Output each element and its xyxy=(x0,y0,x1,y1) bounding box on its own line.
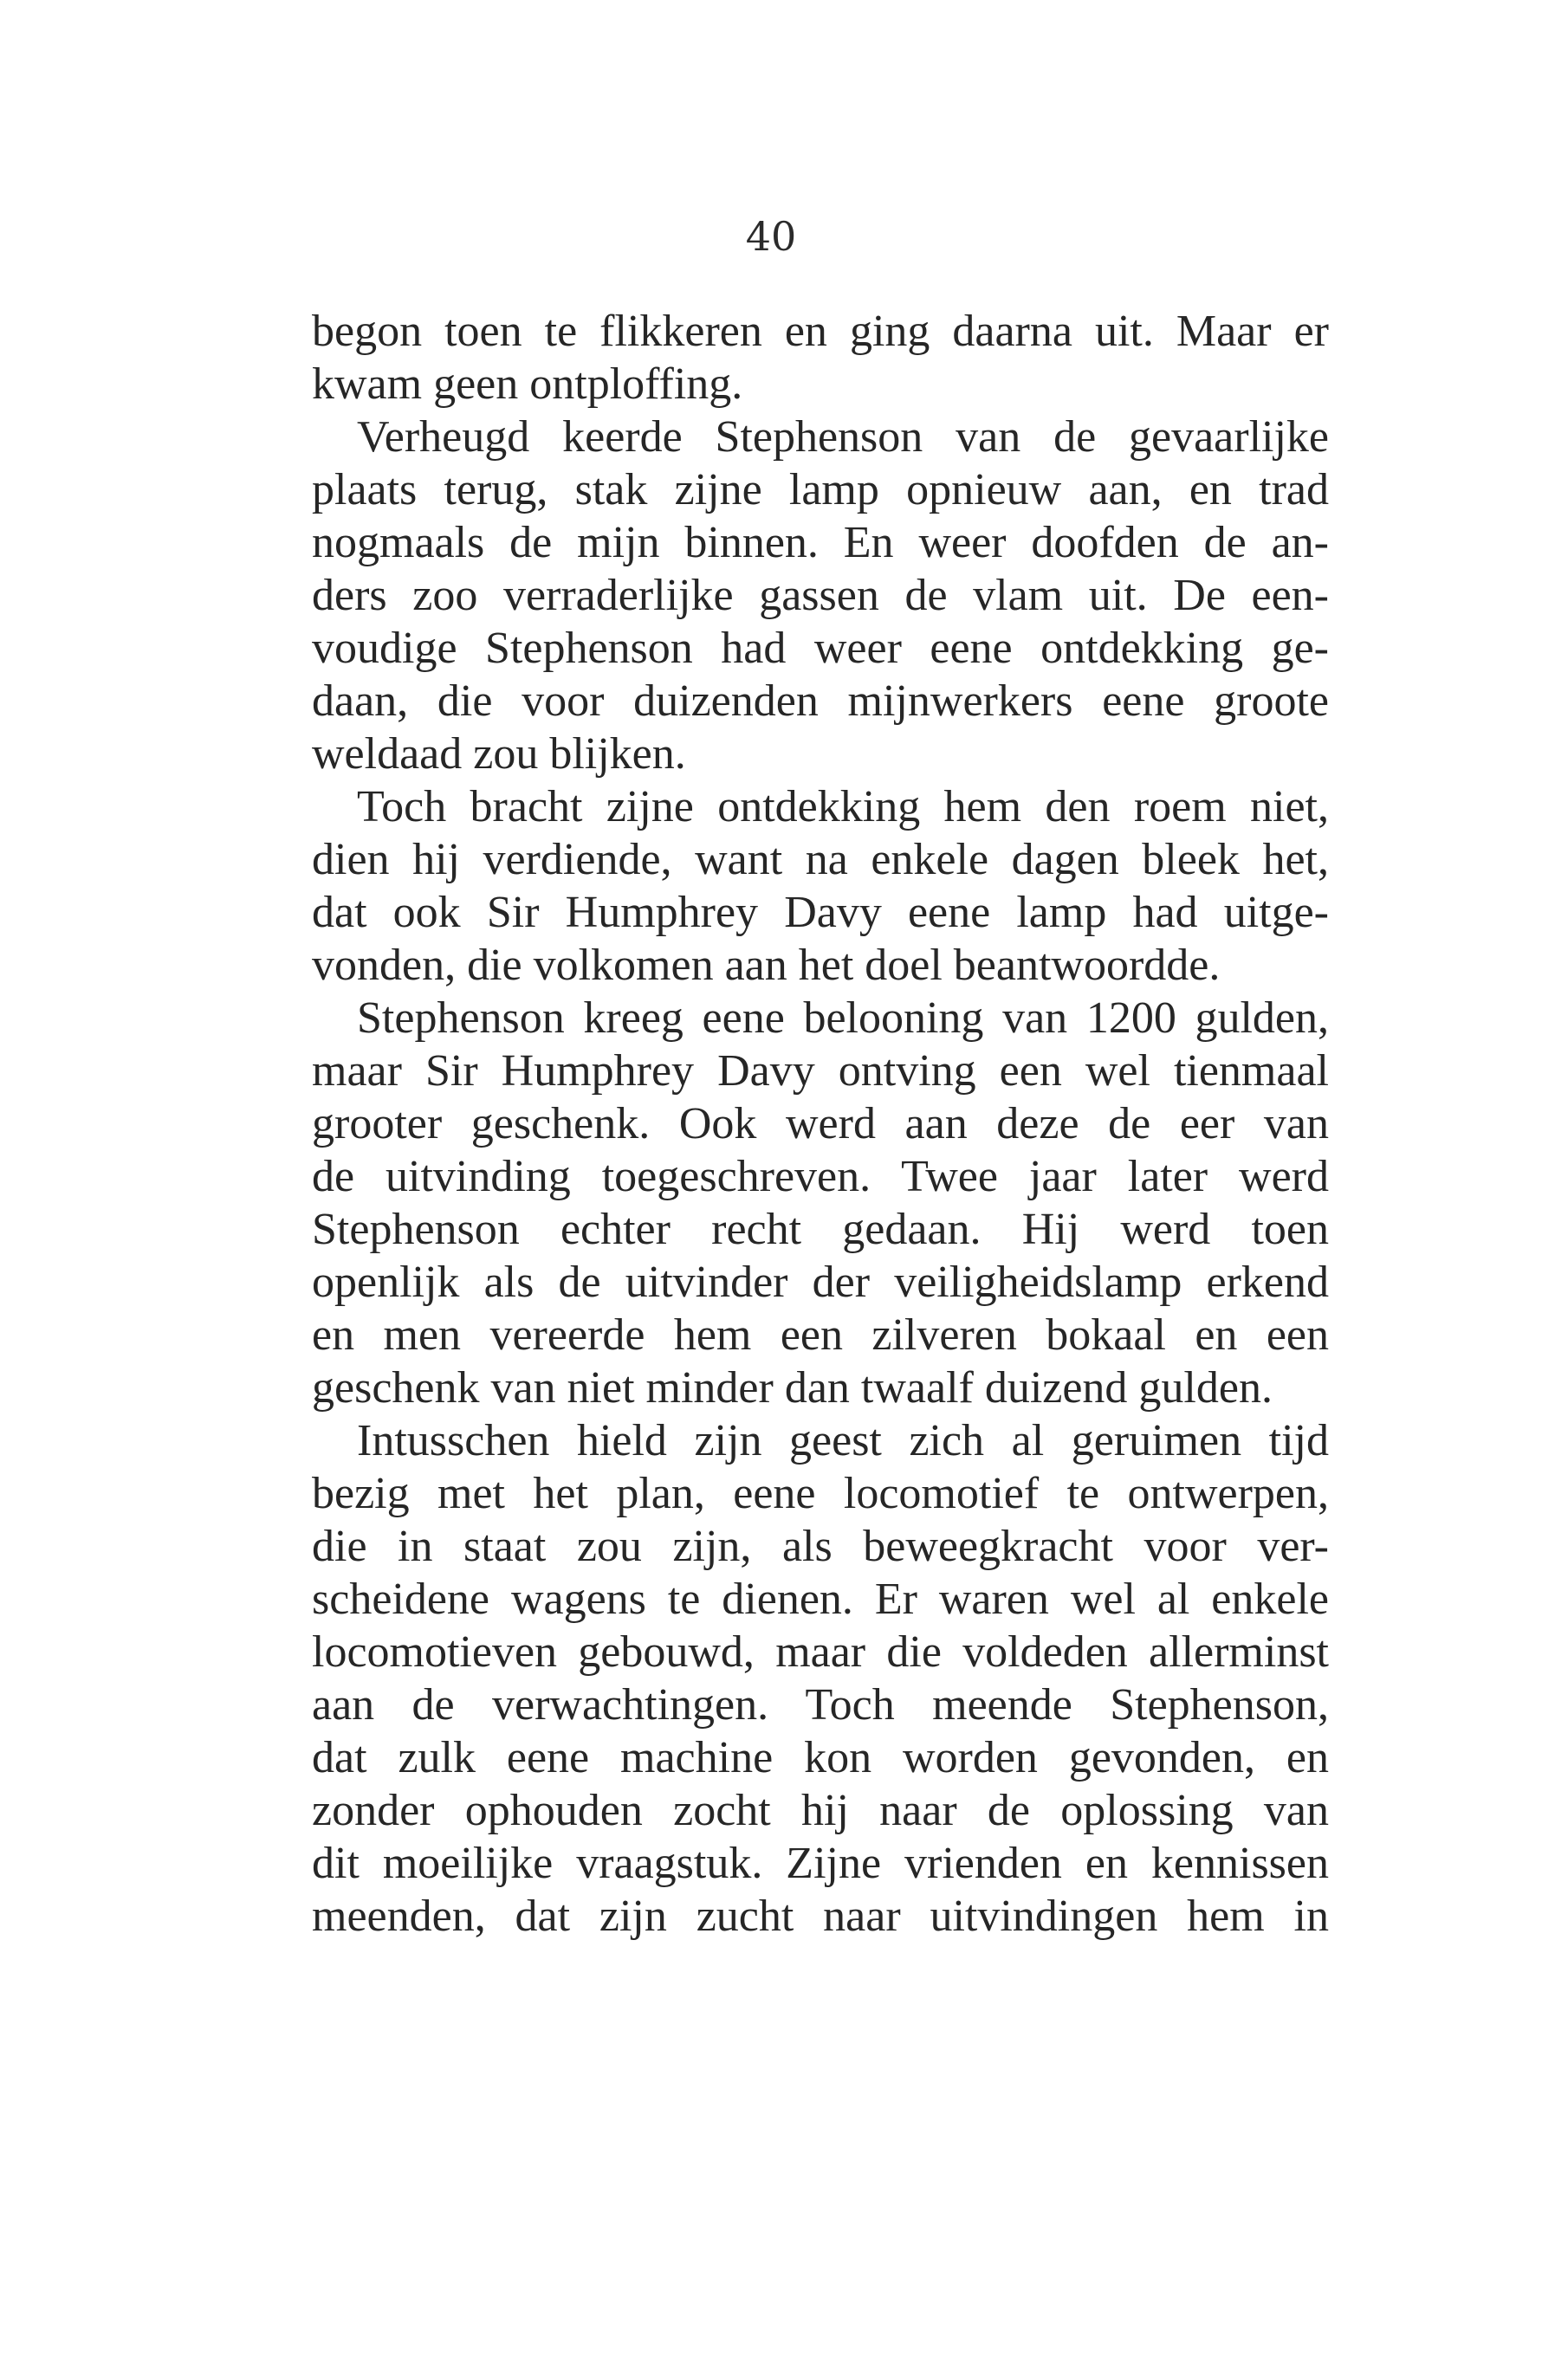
page-number: 40 xyxy=(745,213,797,260)
text-line: Toch bracht zijne ontdekking hem den roem niet, xyxy=(357,782,1329,831)
text-line: Stephenson echter recht gedaan. Hij werd toen xyxy=(312,1205,1329,1254)
text-line: begon toen te flikkeren en ging daarna uit. Maar er xyxy=(312,307,1329,356)
text-line: en men vereerde hem een zilveren bokaal en een xyxy=(312,1310,1329,1360)
text-line: locomotieven gebouwd, maar die voldeden allerminst xyxy=(312,1627,1329,1677)
text-line: bezig met het plan, eene locomotief te ontwerpen, xyxy=(312,1469,1329,1518)
text-line: Intusschen hield zijn geest zich al geruimen tijd xyxy=(357,1416,1329,1465)
text-line: nogmaals de mijn binnen. En weer doofden de an- xyxy=(312,518,1329,567)
text-line: dat ook Sir Humphrey Davy eene lamp had uitge- xyxy=(312,888,1329,937)
text-line: dit moeilijke vraagstuk. Zijne vrienden en kennissen xyxy=(312,1839,1329,1888)
text-line: scheidene wagens te dienen. Er waren wel al enkele xyxy=(312,1575,1329,1624)
text-line: maar Sir Humphrey Davy ontving een wel tienmaal xyxy=(312,1046,1329,1096)
text-line: plaats terug, stak zijne lamp opnieuw aan, en trad xyxy=(312,465,1329,514)
text-line: grooter geschenk. Ook werd aan deze de eer van xyxy=(312,1099,1329,1148)
text-line: meenden, dat zijn zucht naar uitvindingen hem in xyxy=(312,1892,1329,1941)
text-line: dien hij verdiende, want na enkele dagen bleek het, xyxy=(312,835,1329,884)
text-line: geschenk van niet minder dan twaalf duizend gulden. xyxy=(312,1363,1273,1413)
text-line: openlijk als de uitvinder der veiligheidslamp erkend xyxy=(312,1258,1329,1307)
text-line: die in staat zou zijn, als beweegkracht voor ver- xyxy=(312,1522,1329,1571)
text-line: de uitvinding toegeschreven. Twee jaar later werd xyxy=(312,1152,1329,1201)
text-line: zonder ophouden zocht hij naar de oplossing van xyxy=(312,1786,1329,1835)
text-line: Verheugd keerde Stephenson van de gevaarlijke xyxy=(357,412,1329,462)
body-text xyxy=(312,305,1329,1943)
text-line: daan, die voor duizenden mijnwerkers eene groote xyxy=(312,676,1329,726)
text-line: vonden, die volkomen aan het doel beantwoordde. xyxy=(312,941,1221,990)
text-line: dat zulk eene machine kon worden gevonden, en xyxy=(312,1733,1329,1782)
text-line: kwam geen ontploffing. xyxy=(312,359,743,409)
text-line: aan de verwachtingen. Toch meende Stephenson, xyxy=(312,1680,1329,1730)
text-line: voudige Stephenson had weer eene ontdekking ge- xyxy=(312,624,1329,673)
text-line: Stephenson kreeg eene belooning van 1200 gulden, xyxy=(357,993,1329,1043)
text-line: ders zoo verraderlijke gassen de vlam uit. De een- xyxy=(312,571,1329,620)
text-line: weldaad zou blijken. xyxy=(312,729,686,779)
